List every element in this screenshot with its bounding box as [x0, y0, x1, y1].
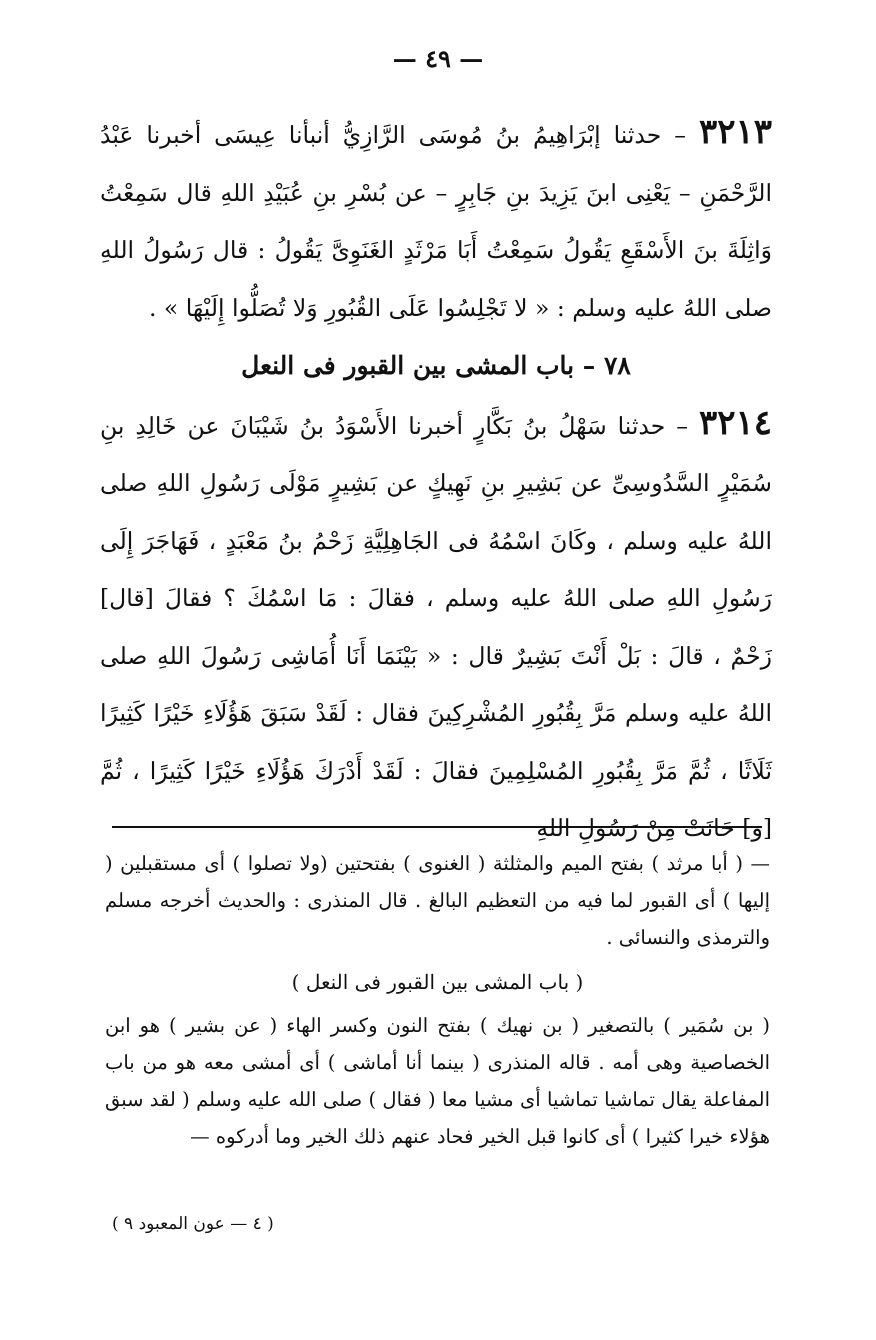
hadith-text: – حدثنا سَهْلُ بنُ بَكَّارٍ أخبرنا الأَسْوَدُ بنُ شَيْبَانَ عن خَالِدِ بنِ سُمَيْرٍ السَّدُوسِىِّ عن بَشِيرِ بنِ نَهِيكٍ عن بَشِيرٍ مَوْلَى رَسُولِ اللهِ صلى اللهُ عليه وسلم ، وكَانَ اسْمُهُ فى الجَاهِلِيَّةِ زَحْمُ بنُ مَعْبَدٍ ، فَهَاجَرَ إِلَى رَسُولِ اللهِ صلى اللهُ عليه وسلم ، فقالَ : مَا اسْمُكَ ؟ فقالَ [قال] زَحْمٌ ، قالَ : بَلْ أَنْتَ بَشِيرٌ قال : « بَيْنَمَا أَنَا أُمَاشِى رَسُولَ اللهِ صلى اللهُ عليه وسلم مَرَّ بِقُبُورِ المُشْرِكِينَ فقال : لَقَدْ سَبَقَ هَؤُلَاءِ خَيْرًا كَثِيرًا ثَلَاثًا ، ثُمَّ مَرَّ بِقُبُورِ المُسْلِمِينَ فقالَ : لَقَدْ أَدْرَكَ هَؤُلَاءِ خَيْرًا كَثِيرًا ، ثُمَّ [و] حَانَتْ مِنْ رَسُولِ اللهِ	[100, 411, 772, 842]
hadith-3214	[100, 395, 772, 858]
commentary-note: — ( أبا مرثد ) بفتح الميم والمثلثة ( الغنوى ) بفتحتين (ولا تصلوا ) أى مستقبلين ( إليها ) أى القبور لما فيه من التعظيم البالغ . قال المنذرى : والحديث أخرجه مسلم والترمذى والنسائى .	[105, 852, 770, 949]
signature-mark: ( ٤ — عون المعبود ٩ )	[112, 1214, 274, 1234]
hadith-3213	[100, 104, 772, 337]
commentary-note: ( بن سُمَير ) بالتصغير ( بن نهيك ) بفتح النون وكسر الهاء ( عن بشير ) هو ابن الخصاصية وهى أمه . قاله المنذرى ( بينما أنا أماشى ) أى أمشى معه هو من باب المفاعلة يقال تماشيا تماشيا أى مشيا معا ( فقال ) صلى الله عليه وسلم ( لقد سبق هؤلاء خيرا كثيرا ) أى كانوا قبل الخير فحاد عنهم ذلك الخير وما أدركوه —	[105, 1014, 770, 1148]
page-number: — ٤٩ —	[392, 44, 484, 73]
footnote-divider	[112, 826, 762, 828]
hadith-number: ٣٢١٣	[698, 112, 772, 152]
hadith-number: ٣٢١٤	[698, 402, 772, 443]
commentary	[105, 845, 770, 1155]
commentary-chapter-heading: ( باب المشى بين القبور فى النعل )	[291, 970, 584, 994]
chapter-heading: ٧٨ – باب المشى بين القبور فى النعل	[241, 351, 631, 380]
hadith-text: – حدثنا إبْرَاهِيمُ بنُ مُوسَى الرَّازِيُّ أنبأنا عِيسَى أخبرنا عَبْدُ الرَّحْمَنِ – يَعْنِى ابنَ يَزِيدَ بنِ جَابِرٍ – عن بُسْرِ بنِ عُبَيْدِ اللهِ قال سَمِعْتُ وَاثِلَةَ بنَ الأَسْقَعِ يَقُولُ سَمِعْتُ أَبَا مَرْثَدٍ الغَنَوِىَّ يَقُولُ : قال رَسُولُ اللهِ صلى اللهُ عليه وسلم : « لا تَجْلِسُوا عَلَى القُبُورِ وَلا تُصَلُّوا إِلَيْهَا » .	[100, 121, 772, 322]
main-text	[100, 104, 772, 858]
